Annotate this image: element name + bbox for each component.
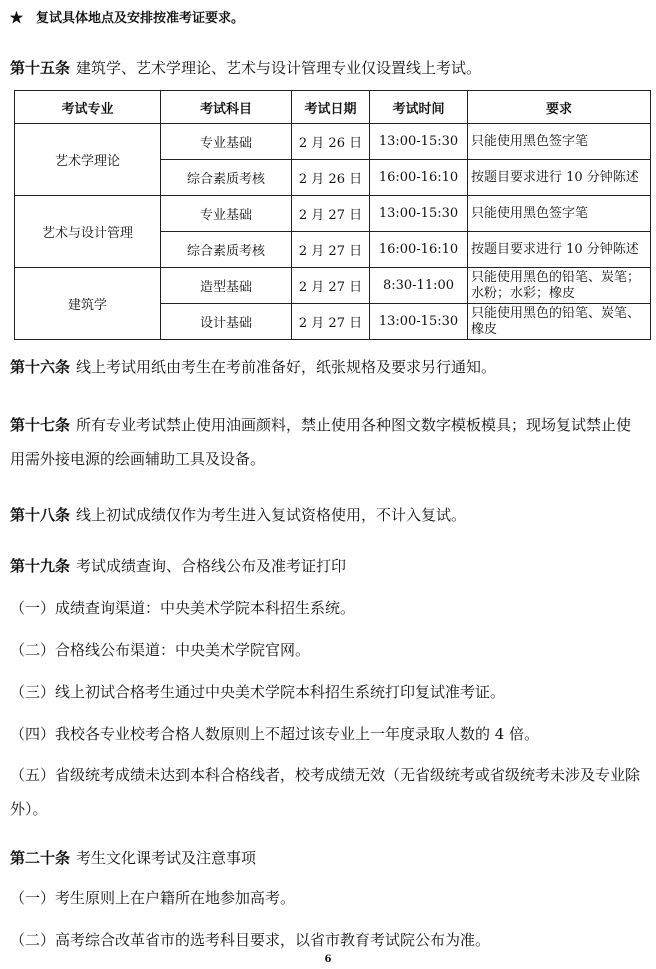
subject-cell: 造型基础 (161, 268, 292, 304)
list-item: （五）省级统考成绩未达到本科合格线者，校考成绩无效（无省级统考或省级统考未涉及专业除外）。 (10, 766, 641, 818)
table-row (15, 268, 651, 304)
header-subject: 考试科目 (161, 91, 292, 124)
list-item: （二）高考综合改革省市的选考科目要求，以省市教育考试院公布为准。 (10, 931, 491, 949)
article-18 (10, 505, 466, 525)
article-19-number: 第十九条 (10, 557, 71, 575)
article-15-number: 第十五条 (10, 59, 71, 77)
article-19 (10, 556, 346, 576)
requirement-cell: 只能使用黑色签字笔 (468, 124, 651, 160)
list-item: （四）我校各专业校考合格人数原则上不超过该专业上一年度录取人数的 4 倍。 (10, 725, 540, 743)
time-cell: 13:00-15:30 (370, 124, 468, 160)
date-cell: 2 月 27 日 (292, 232, 370, 268)
article-15-text: 建筑学、艺术学理论、艺术与设计管理专业仅设置线上考试。 (76, 59, 482, 77)
article-20-text: 考生文化课考试及注意事项 (76, 849, 257, 867)
list-item: （二）合格线公布渠道：中央美术学院官网。 (10, 641, 311, 659)
article-18-number: 第十八条 (10, 506, 71, 524)
article-15 (10, 58, 481, 78)
requirement-cell: 只能使用黑色的铅笔、炭笔；水粉；水彩；橡皮 (468, 268, 651, 304)
date-cell: 2 月 26 日 (292, 160, 370, 196)
table-row (15, 196, 651, 232)
major-cell: 建筑学 (15, 268, 161, 340)
article-20 (10, 848, 256, 868)
top-note: ★ 复试具体地点及安排按准考证要求。 (10, 11, 245, 26)
subject-cell: 综合素质考核 (161, 232, 292, 268)
time-cell: 13:00-15:30 (370, 304, 468, 340)
date-cell: 2 月 26 日 (292, 124, 370, 160)
exam-schedule-table (14, 90, 651, 340)
major-cell: 艺术与设计管理 (15, 196, 161, 268)
major-cell: 艺术学理论 (15, 124, 161, 196)
date-cell: 2 月 27 日 (292, 196, 370, 232)
article-19-text: 考试成绩查询、合格线公布及准考证打印 (76, 557, 347, 575)
time-cell: 16:00-16:10 (370, 232, 468, 268)
article-17 (10, 408, 646, 476)
requirement-cell: 只能使用黑色签字笔 (468, 196, 651, 232)
subject-cell: 设计基础 (161, 304, 292, 340)
article-16 (10, 357, 496, 377)
header-date: 考试日期 (292, 91, 370, 124)
article-17-text: 所有专业考试禁止使用油画颜料，禁止使用各种图文数字模板模具；现场复试禁止使用需外接电源的绘画辅助工具及设备。 (10, 416, 632, 468)
header-time: 考试时间 (370, 91, 468, 124)
requirement-cell: 按题目要求进行 10 分钟陈述 (468, 160, 651, 196)
requirement-cell: 按题目要求进行 10 分钟陈述 (468, 232, 651, 268)
header-major: 考试专业 (15, 91, 161, 124)
article-20-number: 第二十条 (10, 849, 71, 867)
subject-cell: 专业基础 (161, 124, 292, 160)
list-item: （三）线上初试合格考生通过中央美术学院本科招生系统打印复试准考证。 (10, 683, 506, 701)
table-row (15, 124, 651, 160)
subject-cell: 综合素质考核 (161, 160, 292, 196)
date-cell: 2 月 27 日 (292, 304, 370, 340)
page-number: 6 (324, 954, 332, 965)
article-18-text: 线上初试成绩仅作为考生进入复试资格使用，不计入复试。 (76, 506, 467, 524)
subject-cell: 专业基础 (161, 196, 292, 232)
requirement-cell: 只能使用黑色的铅笔、炭笔、橡皮 (468, 304, 651, 340)
time-cell: 13:00-15:30 (370, 196, 468, 232)
header-requirement: 要求 (468, 91, 651, 124)
time-cell: 16:00-16:10 (370, 160, 468, 196)
list-item: （一）考生原则上在户籍所在地参加高考。 (10, 889, 296, 907)
article-16-text: 线上考试用纸由考生在考前准备好，纸张规格及要求另行通知。 (76, 358, 497, 376)
time-cell: 8:30-11:00 (370, 268, 468, 304)
table-header-row (15, 91, 651, 124)
list-item: （一）成绩查询渠道：中央美术学院本科招生系统。 (10, 599, 356, 617)
article-16-number: 第十六条 (10, 358, 71, 376)
date-cell: 2 月 27 日 (292, 268, 370, 304)
article-17-number: 第十七条 (10, 416, 71, 434)
